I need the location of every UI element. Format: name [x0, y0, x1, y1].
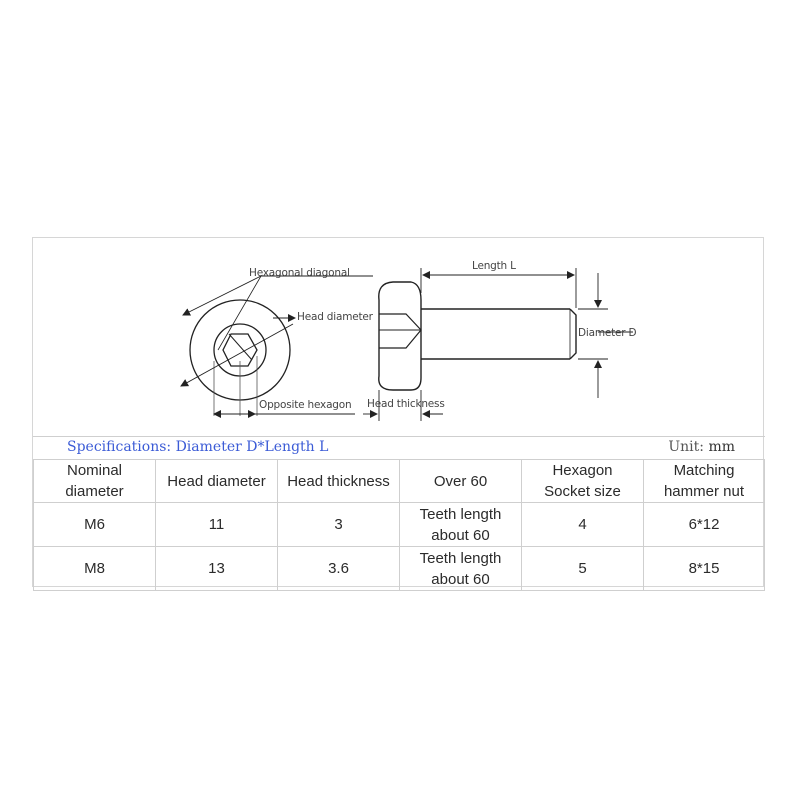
shank-side-view: [421, 309, 576, 359]
cell-text: about 60: [431, 526, 490, 544]
cell-text: Teeth length: [419, 549, 502, 567]
cell-hammer-nut: 6*12: [644, 503, 765, 547]
unit-key: Unit:: [668, 439, 704, 455]
label-head-diameter: Head diameter: [297, 311, 373, 323]
cell-over-60: [400, 503, 522, 547]
unit-label: [668, 439, 735, 455]
header-text: hammer nut: [663, 483, 745, 500]
cell-text: about 60: [431, 570, 490, 588]
table-row: [34, 503, 765, 547]
header-text: Head thickness: [287, 472, 390, 490]
specification-bar: [33, 436, 765, 459]
label-length: Length L: [472, 260, 516, 272]
header-nominal-diameter: [34, 460, 156, 503]
label-hexagonal-diagonal: Hexagonal diagonal: [249, 267, 350, 279]
header-hexagon-socket-size: [522, 460, 644, 503]
cell-nominal: M6: [34, 503, 156, 547]
table-row: [34, 547, 765, 591]
header-head-thickness: [278, 460, 400, 503]
cell-head-thickness: 3: [278, 503, 400, 547]
cell-nominal: M8: [34, 547, 156, 591]
label-opposite-hexagon: Opposite hexagon: [259, 399, 352, 411]
cell-hammer-nut: 8*15: [644, 547, 765, 591]
spec-sheet: [32, 237, 764, 587]
label-head-thickness: Head thickness: [367, 398, 445, 410]
specification-title: Specifications: Diameter D*Length L: [67, 439, 329, 455]
unit-value: mm: [708, 439, 735, 455]
header-text: Over 60: [433, 472, 488, 490]
table-header-row: [34, 460, 765, 503]
cell-head-diameter: 11: [156, 503, 278, 547]
cell-socket-size: 4: [522, 503, 644, 547]
header-text: Nominal: [66, 462, 123, 479]
header-text: Matching: [673, 462, 735, 479]
cell-socket-size: 5: [522, 547, 644, 591]
header-head-diameter: [156, 460, 278, 503]
head-side-view: [379, 282, 421, 390]
header-over-60: [400, 460, 522, 503]
cell-head-thickness: 3.6: [278, 547, 400, 591]
cell-over-60: [400, 547, 522, 591]
header-text: Hexagon: [552, 462, 613, 479]
length-dimension: [421, 268, 576, 308]
cell-text: Teeth length: [419, 505, 502, 523]
label-diameter: Diameter D: [578, 327, 637, 339]
header-text: Head diameter: [167, 472, 266, 490]
cell-head-diameter: 13: [156, 547, 278, 591]
header-text: Socket size: [544, 483, 621, 500]
specification-table: [33, 459, 765, 591]
bolt-technical-drawing: [33, 238, 765, 436]
header-matching-hammer-nut: [644, 460, 765, 503]
header-text: diameter: [65, 483, 124, 500]
